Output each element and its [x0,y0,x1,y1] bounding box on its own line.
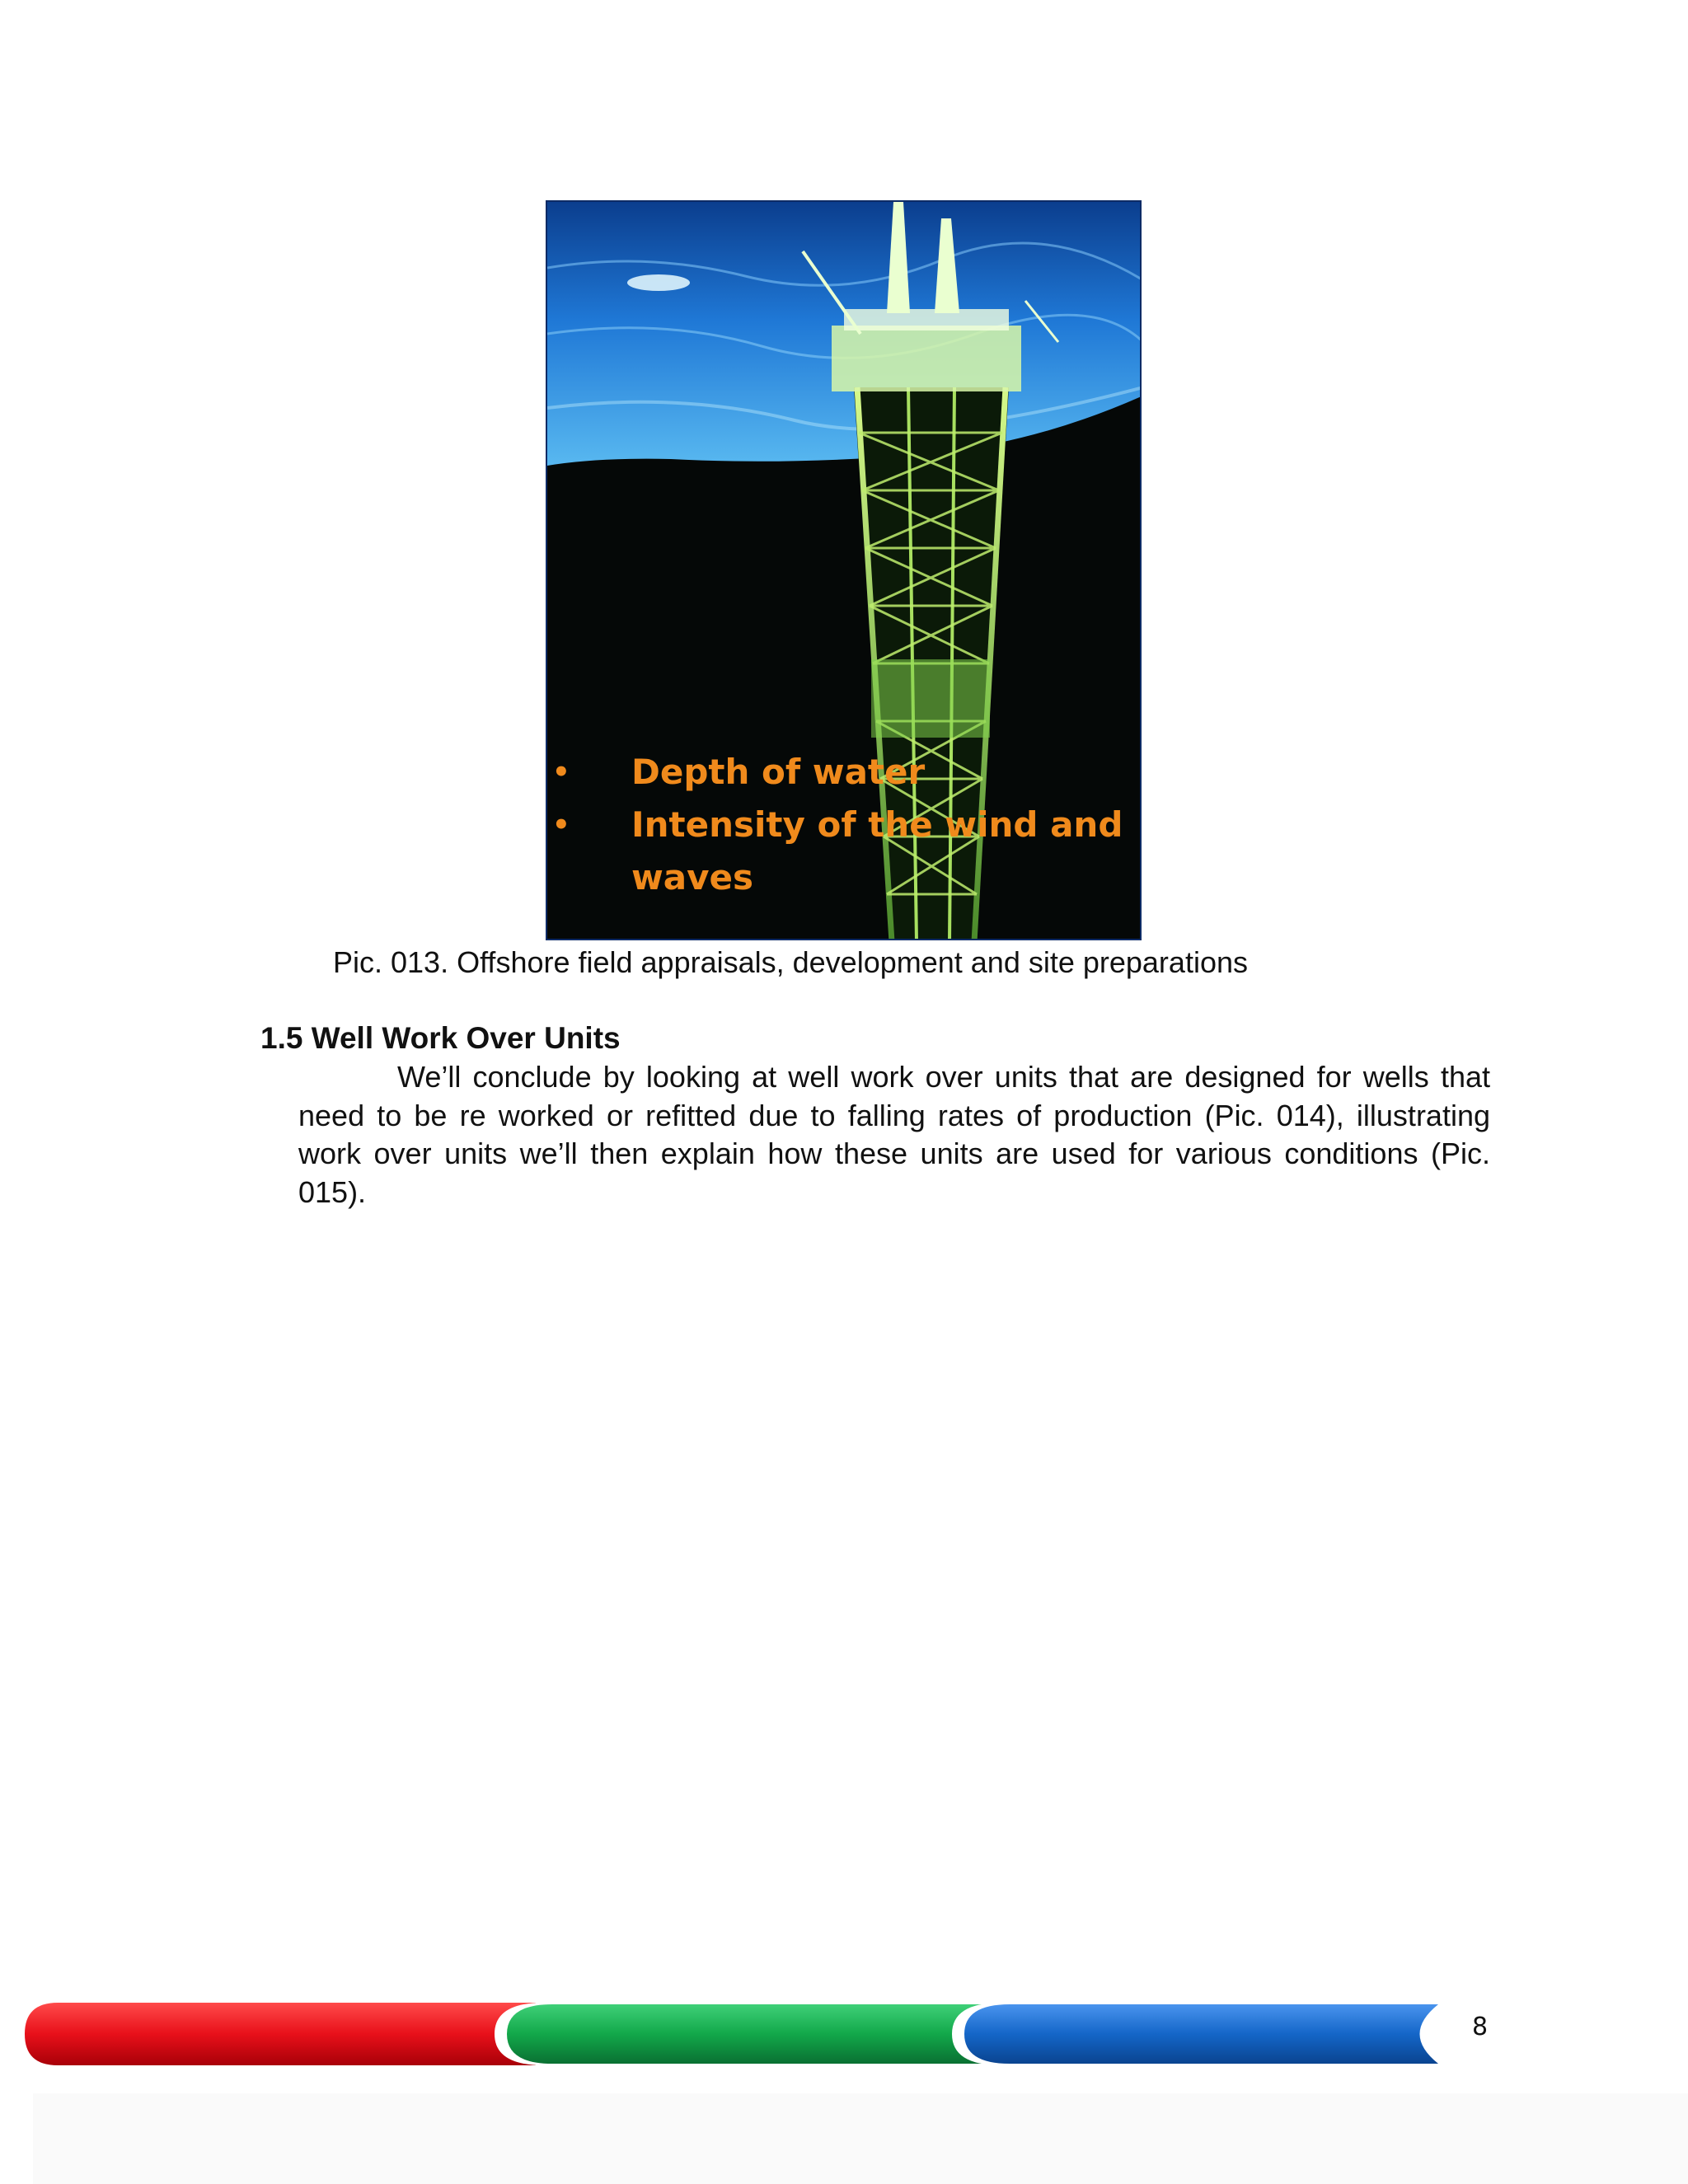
footer-blue-segment [964,2004,1438,2064]
footer-red-segment [25,2003,536,2065]
footer-green-segment [507,2004,985,2064]
figure-bullet-list [547,746,1140,904]
bullet-icon: • [552,756,570,789]
bullet-icon: • [552,808,570,841]
figure-bullet-item [547,746,1140,799]
figure-bullet-text: Depth of water [631,752,926,792]
figure-bullet-item [547,799,1140,851]
footer-decorative-bar [25,1993,1459,2075]
figure-bullet-text: Intensity of the wind and [631,804,1123,845]
figure-bullet-continuation: waves [631,857,754,898]
page-number: 8 [1472,2013,1489,2041]
offshore-platform-figure [546,200,1142,940]
boat-icon [627,274,690,291]
section-paragraph: We’ll conclude by looking at well work over units that are designed for wells that need to be re worked or refitted due to falling rates of production (Pic. 014), illustrating work over units we’ll then explain how these units are used for various conditions (Pic. 015). [298,1060,1490,1209]
section-heading: 1.5 Well Work Over Units [260,1021,621,1055]
figure-caption: Pic. 013. Offshore field appraisals, development and site preparations [333,945,1248,979]
bottom-margin [33,2093,1688,2184]
